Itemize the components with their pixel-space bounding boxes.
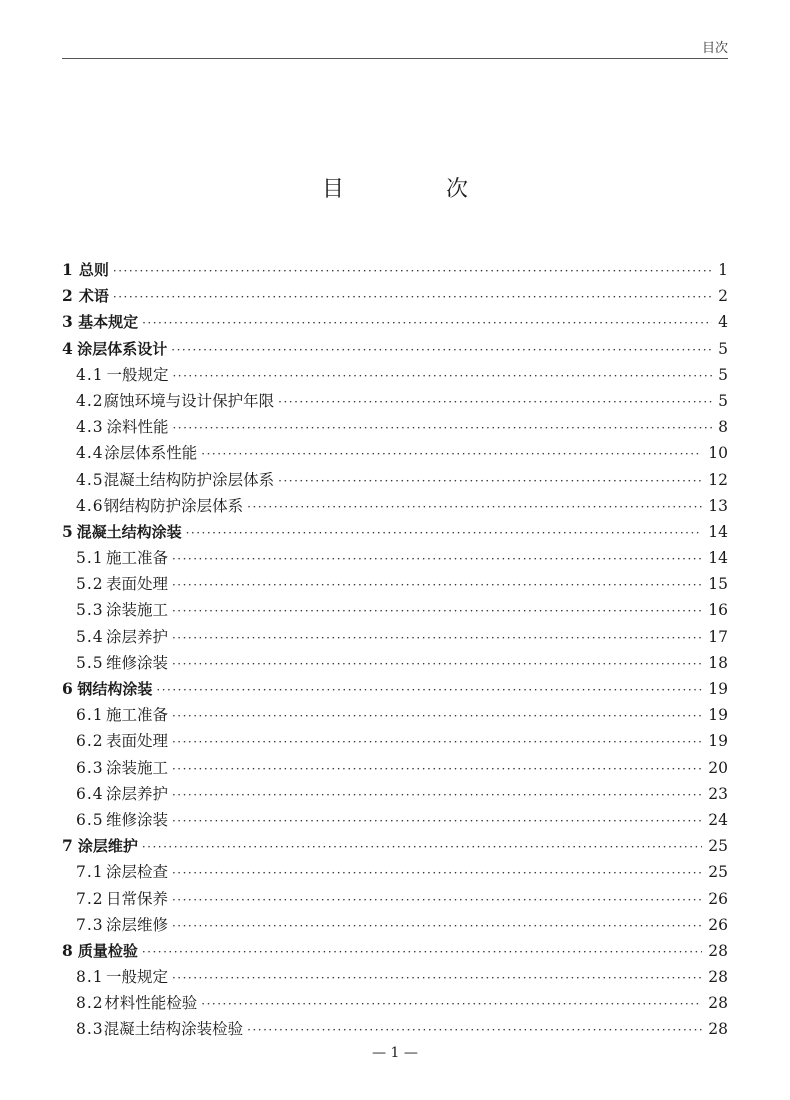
toc-section-entry[interactable] [62,964,728,990]
toc-entry-title: 一般规定 [105,968,168,987]
toc-entry-title: 维修涂装 [105,810,168,829]
toc-section-entry[interactable] [62,1016,728,1042]
toc-entry-title: 施工准备 [105,549,168,568]
toc-entry-page: 20 [708,758,728,777]
toc-entry-number: 5.4 [76,627,104,646]
toc-section-entry[interactable] [62,545,728,571]
toc-entry-number: 8.1 [76,968,104,987]
toc-section-entry[interactable] [62,650,728,676]
toc-entry-title: 总则 [78,261,109,279]
toc-section-entry[interactable] [62,362,728,388]
toc-entry-title: 涂层体系设计 [77,339,168,358]
dot-leader [172,860,702,886]
toc-chapter-entry[interactable] [62,833,728,859]
dot-leader [278,389,712,415]
dot-leader [172,913,702,939]
toc-entry-page: 14 [708,549,728,568]
toc-entry-number: 6.2 [76,732,104,751]
toc-entry-title: 腐蚀环境与设计保护年限 [103,391,275,410]
dot-leader [186,520,703,546]
dot-leader [142,939,702,965]
toc-entry-number: 5.5 [76,653,104,672]
toc-entry-title: 涂装施工 [105,601,168,620]
toc-entry-number: 4.4 [76,444,104,463]
toc-entry-number: 6.5 [76,810,104,829]
toc-section-entry[interactable] [62,624,728,650]
toc-entry-number: 6 [62,679,73,698]
toc-chapter-entry[interactable] [62,519,728,545]
toc-entry-page: 17 [708,627,728,646]
dot-leader [172,651,702,677]
toc-entry-page: 13 [708,496,728,515]
table-of-contents [62,257,728,1043]
toc-entry-title: 日常保养 [105,889,168,908]
toc-chapter-entry[interactable] [62,283,728,309]
dot-leader [278,468,702,494]
toc-entry-title: 混凝土结构涂装检验 [103,1020,244,1039]
toc-entry-title: 涂层养护 [105,784,168,803]
toc-entry-page: 26 [708,889,728,908]
dot-leader [113,284,712,310]
toc-entry-page: 28 [708,1020,728,1039]
dot-leader [172,363,712,389]
toc-entry-page: 24 [708,810,728,829]
toc-entry-number: 4.6 [76,496,104,515]
toc-entry-number: 4 [62,338,73,358]
toc-section-entry[interactable] [62,859,728,885]
toc-entry-number: 7.2 [76,889,104,908]
toc-entry-page: 23 [708,784,728,803]
dot-leader [247,494,702,520]
toc-entry-title: 涂装施工 [105,758,168,777]
header-rule [62,58,728,59]
toc-entry-number: 8.3 [76,1020,104,1039]
toc-entry-title: 涂层体系性能 [104,444,198,463]
dot-leader [142,834,702,860]
toc-entry-title: 涂料性能 [106,418,169,437]
dot-leader [172,729,702,755]
toc-entry-number: 6.3 [76,758,104,777]
toc-section-entry[interactable] [62,807,728,833]
toc-entry-number: 8 [62,940,73,960]
toc-entry-number: 2 [62,286,73,306]
toc-entry-page: 28 [708,968,728,987]
toc-entry-page: 25 [708,837,728,856]
toc-entry-page: 19 [708,732,728,751]
toc-entry-title: 术语 [78,287,109,306]
toc-entry-page: 5 [718,391,728,410]
dot-leader [172,808,702,834]
toc-section-entry[interactable] [62,912,728,938]
toc-chapter-entry[interactable] [62,938,728,964]
toc-entry-title: 混凝土结构涂装 [76,522,182,541]
toc-entry-title: 一般规定 [106,365,169,384]
toc-entry-number: 3 [62,312,73,332]
dot-leader [172,546,702,572]
toc-entry-page: 12 [708,470,728,489]
toc-entry-number: 7 [62,836,73,856]
toc-section-entry[interactable] [62,493,728,519]
toc-entry-title: 表面处理 [105,575,168,594]
toc-entry-page: 15 [708,575,728,594]
toc-entry-number: 5.3 [76,601,104,620]
toc-entry-number: 6.1 [76,706,104,725]
toc-entry-page: 4 [718,313,728,332]
dot-leader [172,887,702,913]
toc-entry-title: 钢结构涂装 [77,680,153,698]
toc-entry-title: 维修涂装 [105,653,168,672]
toc-entry-page: 19 [708,680,728,698]
toc-entry-title: 涂层检查 [105,863,168,882]
toc-entry-title: 涂层维护 [77,837,138,856]
dot-leader [172,703,702,729]
dot-leader [156,677,702,703]
toc-entry-page: 10 [708,444,728,463]
page-title: 目 次 [321,177,508,202]
toc-entry-page: 26 [708,915,728,934]
toc-entry-page: 14 [708,522,728,541]
toc-entry-title: 材料性能检验 [104,994,198,1013]
toc-chapter-entry[interactable] [62,257,728,283]
dot-leader [247,1017,702,1043]
toc-entry-number: 7.3 [76,915,104,934]
dot-leader [172,598,702,624]
dot-leader [142,310,712,336]
toc-entry-page: 28 [708,994,728,1013]
toc-chapter-entry[interactable] [62,336,728,362]
running-header: 目次 [701,41,728,56]
toc-entry-number: 5.1 [76,549,104,568]
toc-entry-page: 1 [718,261,728,279]
toc-entry-number: 4.3 [76,418,104,437]
toc-entry-title: 混凝土结构防护涂层体系 [103,470,275,489]
toc-entry-title: 涂层养护 [105,627,168,646]
toc-entry-page: 28 [708,941,728,960]
toc-entry-page: 18 [708,653,728,672]
toc-entry-number: 7.1 [76,863,104,882]
dot-leader [201,441,702,467]
dot-leader [172,782,702,808]
toc-entry-number: 1 [62,260,73,279]
dot-leader [113,258,712,284]
dot-leader [172,756,702,782]
toc-entry-page: 2 [718,287,728,306]
toc-entry-number: 6.4 [76,784,104,803]
toc-entry-title: 施工准备 [105,706,168,725]
page-number: — 1 — [372,1045,418,1061]
toc-entry-number: 4.2 [76,391,104,410]
dot-leader [172,572,702,598]
toc-entry-number: 8.2 [76,994,104,1013]
dot-leader [172,415,712,441]
dot-leader [201,991,702,1017]
toc-entry-title: 表面处理 [105,732,168,751]
dot-leader [172,965,702,991]
toc-entry-title: 涂层维修 [105,915,168,934]
toc-section-entry[interactable] [62,990,728,1016]
toc-entry-page: 25 [708,863,728,882]
toc-chapter-entry[interactable] [62,676,728,702]
toc-section-entry[interactable] [62,702,728,728]
toc-section-entry[interactable] [62,440,728,466]
toc-section-entry[interactable] [62,597,728,623]
toc-chapter-entry[interactable] [62,309,728,335]
toc-entry-number: 5 [62,521,73,541]
toc-entry-number: 5.2 [76,575,104,594]
toc-section-entry[interactable] [62,388,728,414]
dot-leader [171,337,712,363]
dot-leader [172,625,702,651]
toc-entry-page: 16 [708,601,728,620]
toc-entry-number: 4.5 [76,470,104,489]
toc-entry-page: 5 [718,339,728,358]
toc-section-entry[interactable] [62,728,728,754]
toc-section-entry[interactable] [62,571,728,597]
toc-section-entry[interactable] [62,467,728,493]
toc-entry-page: 5 [718,365,728,384]
toc-section-entry[interactable] [62,886,728,912]
toc-entry-title: 钢结构防护涂层体系 [103,496,244,515]
toc-section-entry[interactable] [62,755,728,781]
toc-entry-page: 19 [708,706,728,725]
toc-entry-title: 质量检验 [77,941,138,960]
toc-section-entry[interactable] [62,414,728,440]
toc-section-entry[interactable] [62,781,728,807]
toc-entry-page: 8 [718,418,728,437]
toc-entry-number: 4.1 [76,365,104,384]
toc-entry-title: 基本规定 [78,313,139,332]
